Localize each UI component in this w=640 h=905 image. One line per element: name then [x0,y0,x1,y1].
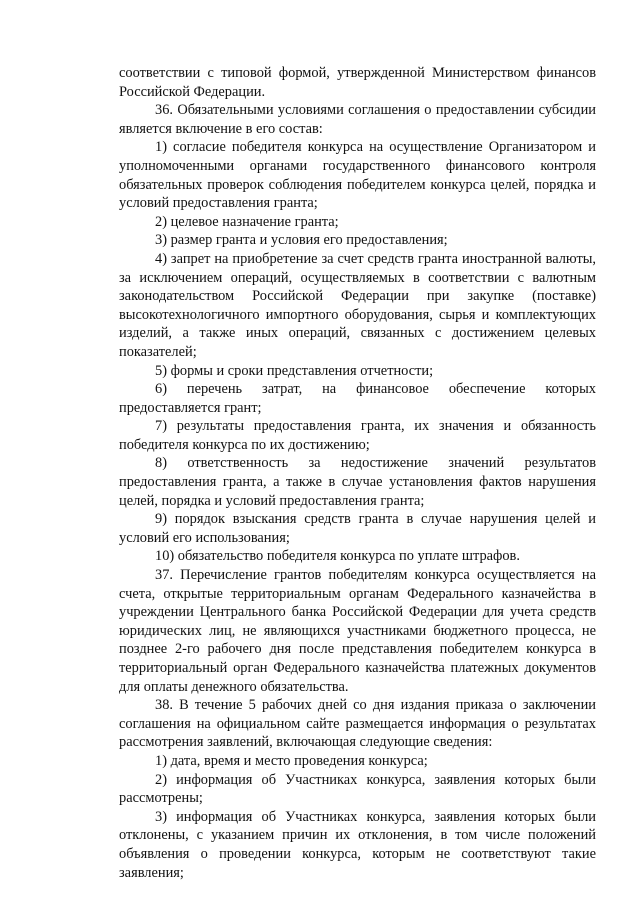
list-item-36-10: 10) обязательство победителя конкурса по уплате штрафов. [155,548,520,565]
list-item-38-1: 1) дата, время и место проведения конкурса; [155,752,428,769]
list-item-36-1: 1) согласие победителя конкурса на осуществление Организатором и уполномоченными органами государственного финансового контроля обязательных проверок соблюдения победителем конкурса целей, порядка и условий предоставления гранта; [119,139,596,212]
list-item-36-2: 2) целевое назначение гранта; [155,213,339,230]
list-item-36-8: 8) ответственность за недостижение значений результатов предоставления гранта, а также в случае установления фактов нарушения целей, порядка и условий предоставления гранта; [119,455,596,509]
paragraph-item-37: 37. Перечисление грантов победителям конкурса осуществляется на счета, открытые территориальным органам Федерального казначейства в учреждении Центрального банка Российской Федерации для учета средств юридических лиц, не являющихся участниками бюджетного процесса, не позднее 2-го рабочего дня после представления победителем конкурса в территориальный орган Федерального казначейства платежных документов для оплаты денежного обязательства. [119,567,596,695]
list-item-36-6: 6) перечень затрат, на финансовое обеспечение которых предоставляется грант; [119,381,596,416]
paragraph-item-38: 38. В течение 5 рабочих дней со дня издания приказа о заключении соглашения на официальном сайте размещается информация о результатах рассмотрения заявлений, включающая следующие сведения: [119,697,596,751]
list-item-36-3: 3) размер гранта и условия его предоставления; [155,232,448,249]
list-item-36-4: 4) запрет на приобретение за счет средств гранта иностранной валюты, за исключением операций, осуществляемых в соответствии с валютным законодательством Российской Федерации при закупке (поставке) высокотехнологичного импортного оборудования, сырья и комплектующих изделий, а также иных операций, связанных с достижением целевых показателей; [119,250,596,360]
list-item-38-3: 3) информация об Участниках конкурса, заявления которых были отклонены, с указанием причин их отклонения, в том числе положений объявления о проведении конкурса, которым не соответствуют такие заявления; [119,808,596,881]
list-item-36-5: 5) формы и сроки представления отчетности; [155,362,434,379]
list-item-36-7: 7) результаты предоставления гранта, их значения и обязанность победителя конкурса по их достижению; [119,418,596,453]
paragraph-continuation: соответствии с типовой формой, утвержденной Министерством финансов Российской Федерации. [119,65,596,100]
list-item-38-2: 2) информация об Участниках конкурса, заявления которых были рассмотрены; [119,771,596,807]
list-item-36-9: 9) порядок взыскания средств гранта в случае нарушения целей и условий его использования; [119,511,596,546]
paragraph-item-36: 36. Обязательными условиями соглашения о предоставлении субсидии является включение в его состав: [119,102,596,137]
document-page [119,64,596,882]
